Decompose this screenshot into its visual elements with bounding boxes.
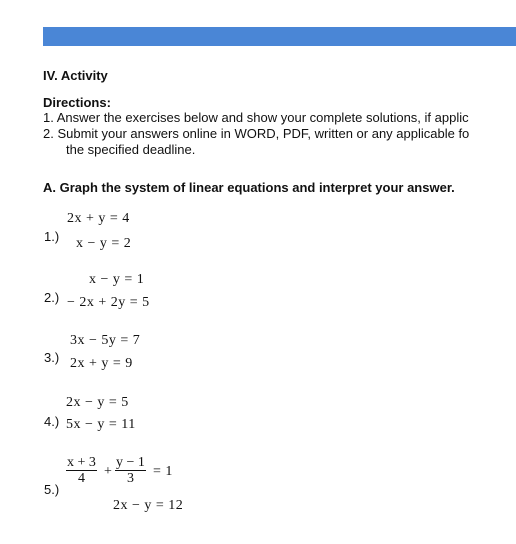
section-title: IV. Activity (43, 68, 108, 83)
fraction-1-denominator: 4 (77, 471, 85, 486)
fraction-2-numerator: y − 1 (116, 455, 145, 470)
fraction-1-numerator: x + 3 (67, 455, 96, 470)
problem-2-equation-1: x − y = 1 (89, 272, 145, 287)
problem-5-label: 5.) (44, 482, 60, 497)
problem-4-label: 4.) (44, 414, 60, 429)
problem-3-equation-1: 3x − 5y = 7 (70, 333, 141, 348)
directions-line-3: the specified deadline. (66, 142, 196, 157)
problem-5-rhs: = 1 (153, 464, 173, 479)
problem-3-label: 3.) (44, 350, 60, 365)
problem-2-label: 2.) (44, 290, 60, 305)
directions-heading: Directions: (43, 95, 111, 110)
header-banner (43, 27, 516, 46)
problem-3-equation-2: 2x + y = 9 (70, 356, 133, 371)
plus-sign: + (104, 464, 113, 479)
directions-line-2: 2. Submit your answers online in WORD, PDF, written or any applicable fo (43, 126, 470, 141)
fraction-2-denominator: 3 (126, 471, 134, 486)
problem-5-fraction-1 (66, 455, 97, 487)
part-a-title: A. Graph the system of linear equations and interpret your answer. (43, 180, 455, 195)
problem-1-equation-1: 2x + y = 4 (67, 211, 130, 226)
problem-1-equation-2: x − y = 2 (76, 236, 132, 251)
directions-line-1: 1. Answer the exercises below and show your complete solutions, if applic (43, 110, 469, 125)
problem-4-equation-2: 5x − y = 11 (66, 417, 136, 432)
problem-1-label: 1.) (44, 229, 60, 244)
problem-5-fraction-2 (115, 455, 146, 487)
problem-2-equation-2: − 2x + 2y = 5 (67, 295, 150, 310)
problem-5-equation-2: 2x − y = 12 (113, 498, 184, 513)
problem-4-equation-1: 2x − y = 5 (66, 395, 129, 410)
